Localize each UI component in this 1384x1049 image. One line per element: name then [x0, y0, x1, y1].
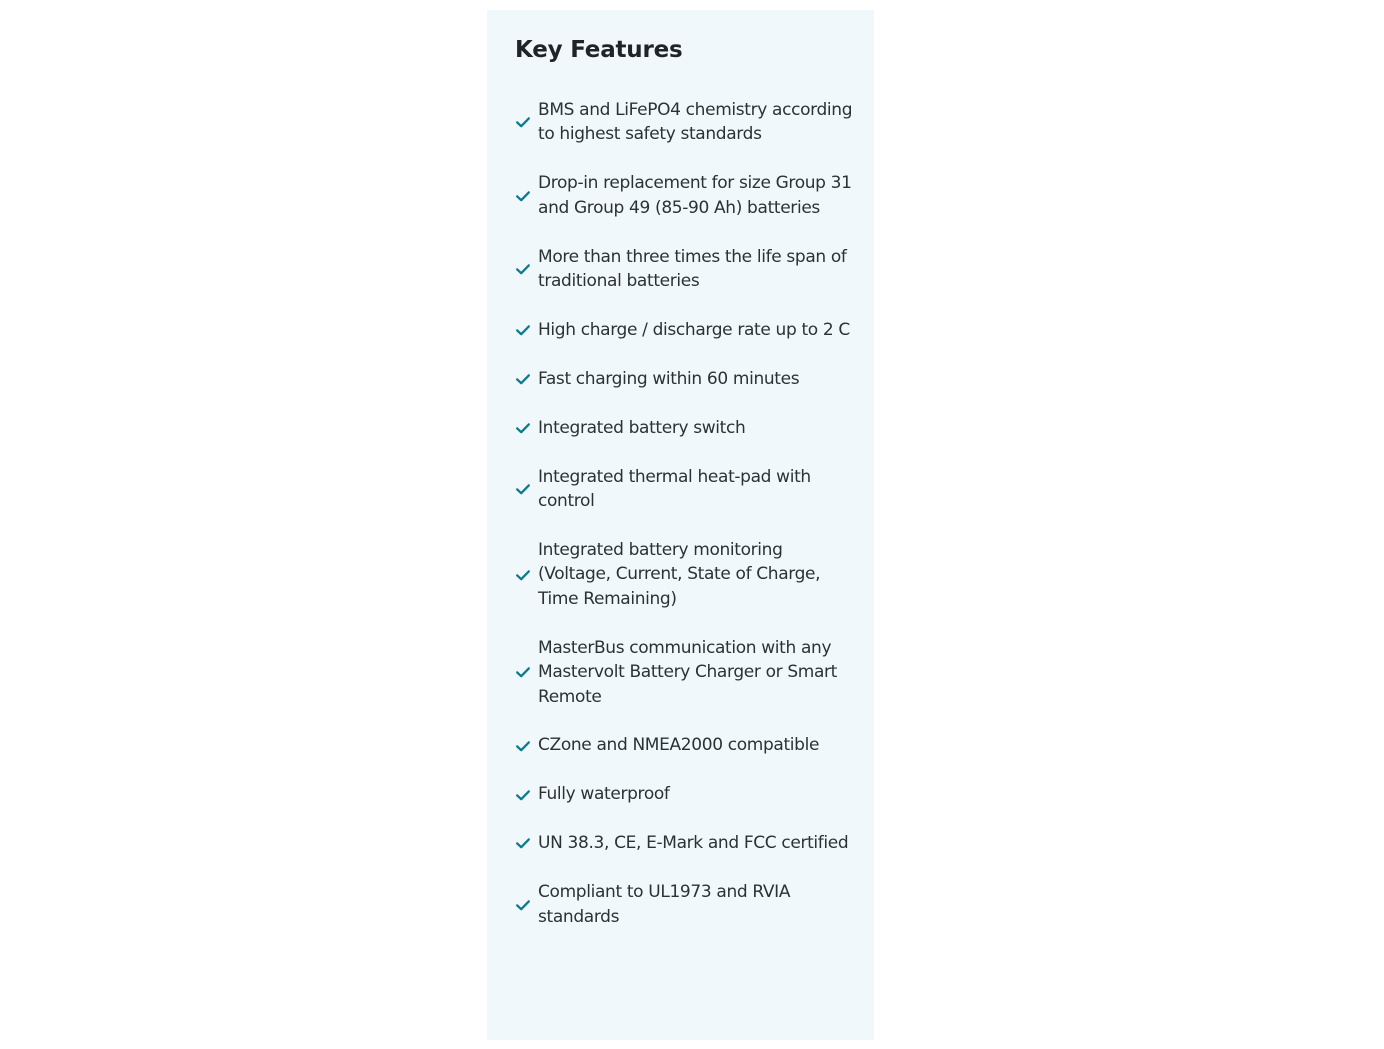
feature-text: More than three times the life span of traditional batteries — [538, 246, 847, 292]
list-item — [515, 416, 854, 440]
key-features-list — [515, 98, 854, 929]
list-item — [515, 98, 854, 147]
feature-text: Fast charging within 60 minutes — [538, 368, 800, 389]
key-features-panel — [487, 10, 874, 1040]
list-item — [515, 465, 854, 514]
checkmark-icon — [515, 567, 531, 583]
key-features-title: Key Features — [515, 37, 683, 63]
checkmark-icon — [515, 420, 531, 436]
feature-text: High charge / discharge rate up to 2 C — [538, 319, 850, 340]
list-item — [515, 367, 854, 391]
feature-text: BMS and LiFePO4 chemistry according to highest safety standards — [538, 100, 853, 145]
feature-text: Compliant to UL1973 and RVIA standards — [538, 882, 791, 927]
feature-text: CZone and NMEA2000 compatible — [538, 735, 820, 756]
checkmark-icon — [515, 738, 531, 754]
list-item — [515, 636, 854, 709]
list-item — [515, 318, 854, 342]
feature-text: Fully waterproof — [538, 784, 670, 805]
feature-text: Integrated thermal heat-pad with control — [538, 466, 811, 512]
checkmark-icon — [515, 835, 531, 851]
list-item — [515, 538, 854, 611]
list-item — [515, 782, 854, 806]
checkmark-icon — [515, 261, 531, 277]
checkmark-icon — [515, 322, 531, 338]
checkmark-icon — [515, 188, 531, 204]
list-item — [515, 171, 854, 220]
checkmark-icon — [515, 787, 531, 803]
list-item — [515, 880, 854, 929]
feature-text: MasterBus communication with any Mastervolt Battery Charger or Smart Remote — [538, 637, 837, 707]
checkmark-icon — [515, 114, 531, 130]
checkmark-icon — [515, 664, 531, 680]
feature-text: Integrated battery switch — [538, 417, 746, 438]
feature-text: UN 38.3, CE, E-Mark and FCC certified — [538, 833, 849, 854]
checkmark-icon — [515, 897, 531, 913]
list-item — [515, 733, 854, 757]
checkmark-icon — [515, 371, 531, 387]
feature-text: Drop-in replacement for size Group 31 and Group 49 (85-90 Ah) batteries — [538, 173, 852, 218]
list-item — [515, 831, 854, 855]
checkmark-icon — [515, 481, 531, 497]
feature-text: Integrated battery monitoring (Voltage, Current, State of Charge, Time Remaining) — [538, 539, 821, 609]
list-item — [515, 245, 854, 294]
